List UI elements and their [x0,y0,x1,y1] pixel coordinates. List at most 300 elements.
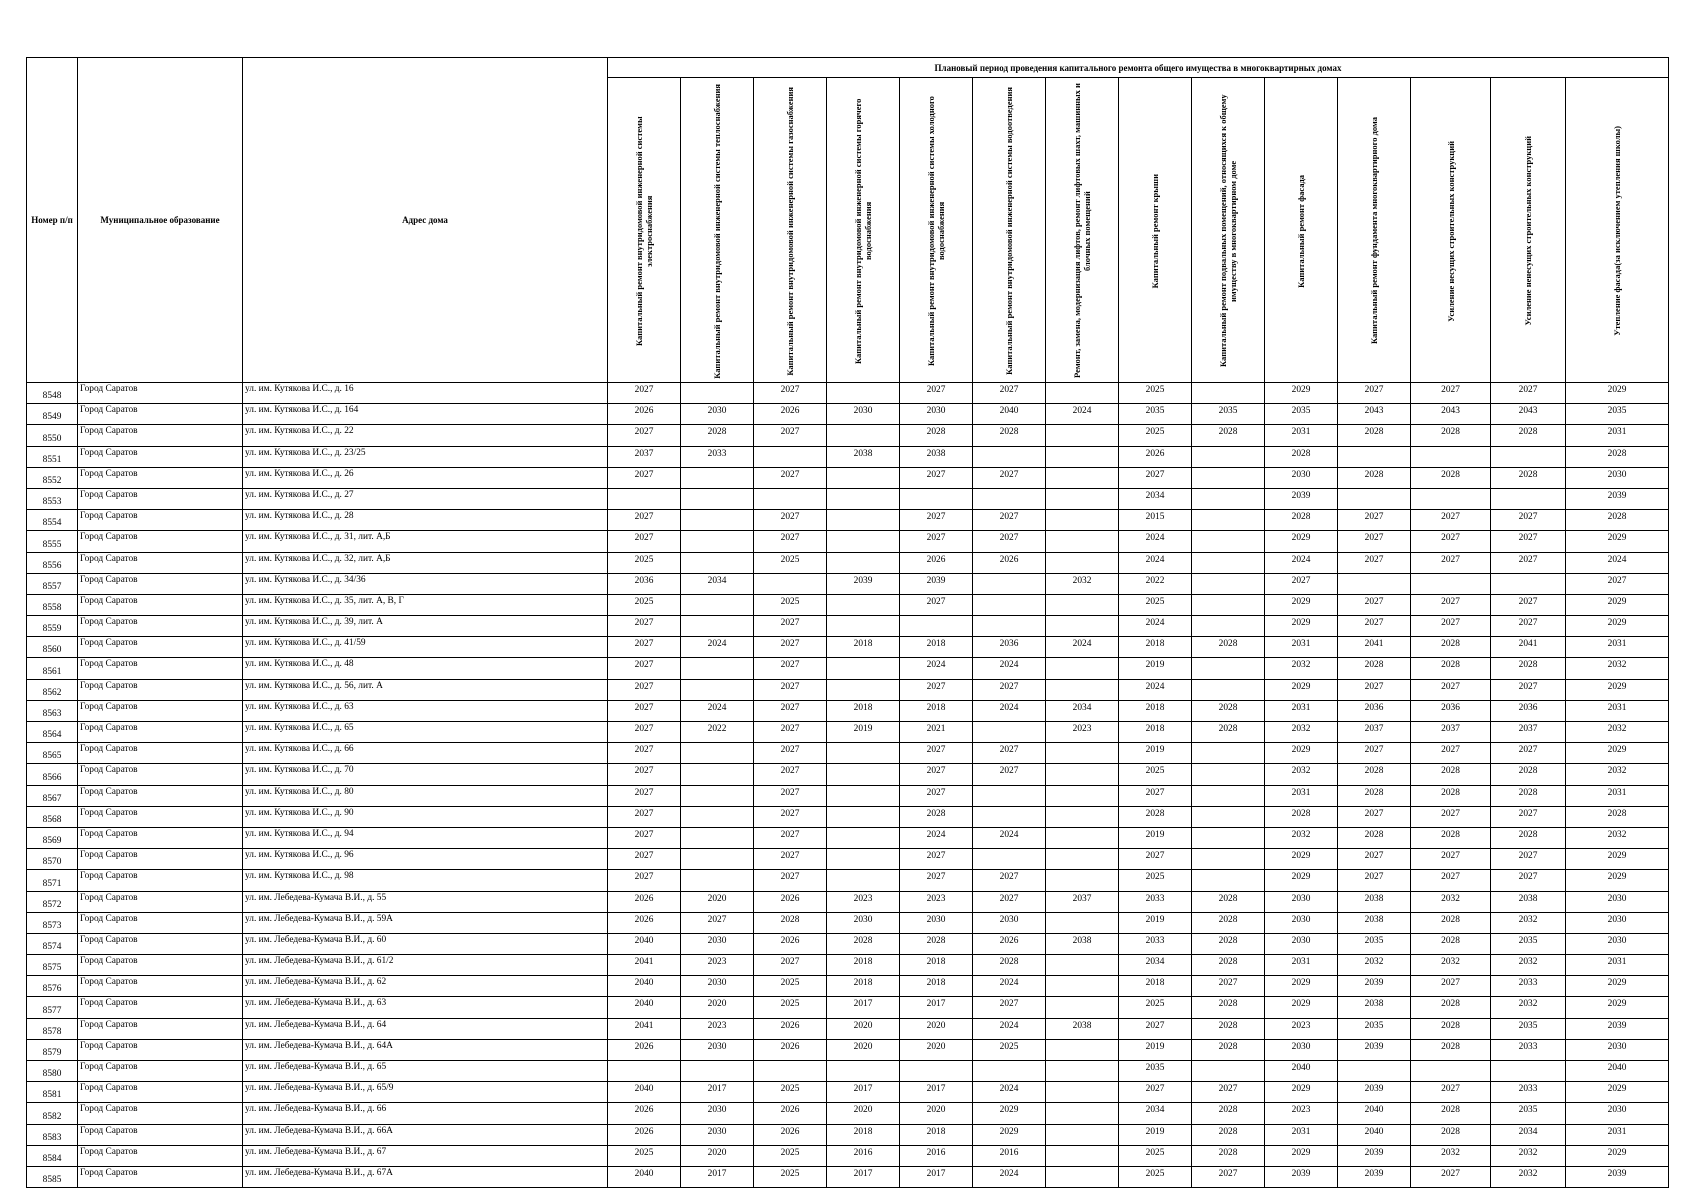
table-row [27,594,1669,615]
year-cell: 2027 [900,743,973,764]
column-header-label: Капитальный ремонт внутридомовой инженерной системы горячего водоснабжения [853,98,873,364]
year-cell: 2029 [1265,383,1338,404]
year-cell: 2028 [1338,425,1411,446]
municipality-cell: Город Саратов [78,552,243,573]
year-cell: 2028 [1411,1039,1491,1060]
year-cell: 2036 [973,637,1046,658]
header-municipality: Муниципальное образование [78,58,243,383]
year-cell: 2025 [1119,594,1192,615]
address-cell: ул. им. Кутякова И.С., д. 35, лит. А, В, Г [243,594,608,615]
year-cell: 2027 [1192,1166,1265,1187]
year-cell: 2027 [973,679,1046,700]
column-header-11 [1338,78,1411,383]
year-cell: 2020 [900,1103,973,1124]
year-cell [681,488,754,509]
year-cell: 2025 [754,1082,827,1103]
row-number: 8560 [27,637,78,658]
year-cell: 2027 [754,658,827,679]
year-cell: 2031 [1566,637,1669,658]
year-cell [1046,1082,1119,1103]
year-cell [973,573,1046,594]
year-cell: 2027 [608,658,681,679]
address-cell: ул. им. Кутякова И.С., д. 164 [243,404,608,425]
year-cell: 2027 [1192,1082,1265,1103]
year-cell: 2038 [1338,997,1411,1018]
year-cell: 2038 [1046,1018,1119,1039]
year-cell [827,658,900,679]
year-cell: 2027 [973,997,1046,1018]
year-cell: 2027 [1338,616,1411,637]
table-row [27,743,1669,764]
municipality-cell: Город Саратов [78,446,243,467]
year-cell: 2024 [1566,552,1669,573]
column-header-label: Усиление ненесущих строительных конструкций [1523,136,1533,326]
year-cell [827,764,900,785]
year-cell: 2028 [1411,912,1491,933]
row-number: 8581 [27,1082,78,1103]
year-cell: 2030 [681,1103,754,1124]
year-cell: 2032 [1491,912,1566,933]
year-cell: 2029 [1265,743,1338,764]
year-cell: 2027 [754,616,827,637]
column-header-label: Ремонт, замена, модернизация лифтов, ремонт лифтовых шахт, машинных и блочных помещений [1072,83,1092,379]
year-cell: 2027 [900,849,973,870]
year-cell: 2027 [754,849,827,870]
year-cell: 2040 [608,1166,681,1187]
year-cell: 2030 [681,976,754,997]
year-cell: 2034 [1119,1103,1192,1124]
column-header-4 [827,78,900,383]
year-cell [1046,658,1119,679]
municipality-cell: Город Саратов [78,806,243,827]
year-cell: 2027 [1338,806,1411,827]
year-cell: 2034 [1119,488,1192,509]
year-cell: 2028 [1338,785,1411,806]
year-cell: 2032 [1566,722,1669,743]
year-cell: 2028 [1411,425,1491,446]
year-cell: 2027 [608,700,681,721]
year-cell [1046,488,1119,509]
year-cell: 2023 [681,955,754,976]
year-cell: 2027 [900,785,973,806]
row-number: 8566 [27,764,78,785]
year-cell: 2018 [1119,700,1192,721]
year-cell: 2038 [1491,891,1566,912]
year-cell [1491,1061,1566,1082]
year-cell [900,616,973,637]
year-cell [1192,827,1265,848]
year-cell: 2030 [1265,891,1338,912]
municipality-cell: Город Саратов [78,1018,243,1039]
year-cell [1491,488,1566,509]
year-cell: 2020 [827,1103,900,1124]
year-cell: 2030 [1265,467,1338,488]
year-cell [973,594,1046,615]
year-cell: 2024 [973,827,1046,848]
year-cell: 2031 [1566,785,1669,806]
year-cell: 2029 [1265,849,1338,870]
year-cell: 2027 [1491,616,1566,637]
year-cell: 2026 [754,404,827,425]
year-cell [1046,1103,1119,1124]
year-cell: 2027 [754,743,827,764]
year-cell: 2028 [1491,425,1566,446]
row-number: 8550 [27,425,78,446]
year-cell: 2019 [1119,1039,1192,1060]
address-cell: ул. им. Кутякова И.С., д. 32, лит. А,Б [243,552,608,573]
year-cell: 2027 [973,764,1046,785]
year-cell: 2024 [681,637,754,658]
row-number: 8555 [27,531,78,552]
year-cell: 2028 [1192,1018,1265,1039]
year-cell: 2029 [1566,679,1669,700]
year-cell: 2040 [973,404,1046,425]
municipality-cell: Город Саратов [78,827,243,848]
year-cell [1046,1145,1119,1166]
year-cell [1192,616,1265,637]
year-cell: 2018 [827,637,900,658]
year-cell: 2027 [608,849,681,870]
table-row [27,637,1669,658]
year-cell: 2027 [1265,573,1338,594]
year-cell [1411,488,1491,509]
year-cell: 2018 [827,955,900,976]
year-cell: 2027 [1119,1082,1192,1103]
table-row [27,722,1669,743]
year-cell: 2032 [1491,997,1566,1018]
year-cell [1192,552,1265,573]
year-cell [827,849,900,870]
year-cell: 2027 [900,679,973,700]
year-cell: 2033 [1491,1039,1566,1060]
year-cell [973,806,1046,827]
year-cell: 2029 [1566,594,1669,615]
row-number: 8579 [27,1039,78,1060]
year-cell: 2029 [1566,383,1669,404]
year-cell: 2025 [1119,425,1192,446]
year-cell: 2025 [1119,1145,1192,1166]
year-cell: 2029 [1265,976,1338,997]
table-row [27,700,1669,721]
year-cell: 2027 [900,510,973,531]
year-cell: 2027 [681,912,754,933]
year-cell: 2025 [754,1145,827,1166]
year-cell: 2029 [1265,1145,1338,1166]
year-cell: 2028 [1491,467,1566,488]
year-cell: 2028 [1192,722,1265,743]
year-cell [1192,594,1265,615]
year-cell: 2031 [1265,955,1338,976]
year-cell: 2043 [1491,404,1566,425]
year-cell [1192,531,1265,552]
address-cell: ул. им. Лебедева-Кумача В.И., д. 55 [243,891,608,912]
year-cell: 2027 [608,764,681,785]
year-cell: 2037 [1046,891,1119,912]
year-cell: 2035 [1491,1018,1566,1039]
year-cell [1046,849,1119,870]
year-cell: 2027 [1119,785,1192,806]
year-cell: 2027 [1411,594,1491,615]
municipality-cell: Город Саратов [78,743,243,764]
year-cell: 2027 [754,870,827,891]
year-cell: 2028 [1491,658,1566,679]
address-cell: ул. им. Кутякова И.С., д. 70 [243,764,608,785]
year-cell: 2017 [827,997,900,1018]
year-cell [681,849,754,870]
table-row [27,1124,1669,1145]
year-cell: 2024 [900,827,973,848]
year-cell: 2027 [1411,976,1491,997]
year-cell: 2030 [1566,912,1669,933]
year-cell: 2020 [681,891,754,912]
year-cell: 2029 [1265,870,1338,891]
municipality-cell: Город Саратов [78,637,243,658]
row-number: 8569 [27,827,78,848]
year-cell [1192,658,1265,679]
year-cell: 2026 [754,1039,827,1060]
year-cell [608,488,681,509]
year-cell [1192,806,1265,827]
year-cell: 2025 [1119,383,1192,404]
year-cell: 2018 [900,700,973,721]
year-cell: 2024 [973,1018,1046,1039]
year-cell: 2023 [1046,722,1119,743]
year-cell: 2027 [608,870,681,891]
year-cell: 2030 [681,1124,754,1145]
year-cell: 2026 [754,933,827,954]
table-row [27,510,1669,531]
year-cell: 2027 [1119,467,1192,488]
year-cell: 2020 [827,1018,900,1039]
row-number: 8558 [27,594,78,615]
year-cell: 2032 [1338,955,1411,976]
year-cell: 2037 [1491,722,1566,743]
year-cell: 2024 [681,700,754,721]
year-cell [973,1061,1046,1082]
year-cell: 2025 [754,976,827,997]
year-cell: 2027 [608,616,681,637]
year-cell: 2039 [1338,1039,1411,1060]
table-row [27,383,1669,404]
column-header-label: Капитальный ремонт внутридомовой инженерной системы электроснабжения [634,116,654,346]
year-cell [1192,446,1265,467]
table-row [27,1018,1669,1039]
address-cell: ул. им. Кутякова И.С., д. 39, лит. А [243,616,608,637]
table-row [27,573,1669,594]
municipality-cell: Город Саратов [78,425,243,446]
year-cell: 2023 [827,891,900,912]
column-header-label: Капитальный ремонт внутридомовой инженерной системы теплоснабжения [712,83,722,379]
year-cell: 2027 [1411,1082,1491,1103]
column-header-label: Усиление несущих строительных конструкций [1445,140,1456,322]
year-cell [1192,488,1265,509]
table-row [27,933,1669,954]
municipality-cell: Город Саратов [78,700,243,721]
year-cell: 2025 [754,1166,827,1187]
row-number: 8551 [27,446,78,467]
year-cell: 2024 [1119,679,1192,700]
municipality-cell: Город Саратов [78,1039,243,1060]
address-cell: ул. им. Кутякова И.С., д. 26 [243,467,608,488]
year-cell: 2028 [1566,510,1669,531]
year-cell: 2027 [973,743,1046,764]
year-cell: 2043 [1338,404,1411,425]
municipality-cell: Город Саратов [78,658,243,679]
address-cell: ул. им. Кутякова И.С., д. 23/25 [243,446,608,467]
year-cell: 2040 [1338,1103,1411,1124]
table-row [27,997,1669,1018]
municipality-cell: Город Саратов [78,891,243,912]
year-cell: 2026 [608,404,681,425]
year-cell: 2027 [608,531,681,552]
year-cell: 2027 [608,510,681,531]
row-number: 8573 [27,912,78,933]
year-cell: 2026 [608,1124,681,1145]
year-cell: 2028 [1338,764,1411,785]
year-cell: 2030 [1265,1039,1338,1060]
row-number: 8572 [27,891,78,912]
year-cell: 2034 [681,573,754,594]
year-cell: 2027 [1411,531,1491,552]
year-cell: 2031 [1265,785,1338,806]
year-cell: 2027 [1338,679,1411,700]
year-cell: 2027 [1411,679,1491,700]
column-header-label: Капитальный ремонт подвальных помещений, относящихся к общему имуществу в многоквартирном доме [1218,94,1238,368]
year-cell: 2028 [1338,658,1411,679]
year-cell: 2030 [900,912,973,933]
table-row [27,467,1669,488]
year-cell: 2035 [1491,1103,1566,1124]
year-cell: 2027 [973,383,1046,404]
year-cell: 2027 [973,870,1046,891]
year-cell: 2030 [1265,912,1338,933]
year-cell [1491,573,1566,594]
year-cell: 2038 [827,446,900,467]
column-header-10 [1265,78,1338,383]
year-cell: 2017 [827,1082,900,1103]
year-cell [1192,849,1265,870]
table-row [27,1061,1669,1082]
year-cell: 2027 [1119,1018,1192,1039]
year-cell [827,785,900,806]
year-cell [1046,383,1119,404]
year-cell: 2027 [754,679,827,700]
year-cell [681,467,754,488]
year-cell: 2040 [608,976,681,997]
year-cell [827,510,900,531]
municipality-cell: Город Саратов [78,933,243,954]
year-cell: 2041 [1338,637,1411,658]
address-cell: ул. им. Кутякова И.С., д. 41/59 [243,637,608,658]
year-cell: 2030 [1566,933,1669,954]
municipality-cell: Город Саратов [78,912,243,933]
year-cell: 2037 [1411,722,1491,743]
year-cell: 2028 [1192,912,1265,933]
year-cell: 2027 [973,891,1046,912]
year-cell: 2017 [681,1082,754,1103]
year-cell: 2028 [900,933,973,954]
year-cell: 2040 [1338,1124,1411,1145]
municipality-cell: Город Саратов [78,679,243,700]
year-cell: 2028 [1192,1039,1265,1060]
row-number: 8554 [27,510,78,531]
year-cell: 2030 [681,404,754,425]
year-cell [1046,997,1119,1018]
year-cell: 2027 [1491,383,1566,404]
year-cell: 2035 [1265,404,1338,425]
row-number: 8578 [27,1018,78,1039]
year-cell: 2032 [1566,764,1669,785]
year-cell [1411,573,1491,594]
year-cell: 2028 [827,933,900,954]
year-cell: 2034 [1119,955,1192,976]
year-cell: 2020 [681,1145,754,1166]
year-cell: 2027 [1192,976,1265,997]
year-cell [1046,467,1119,488]
year-cell: 2028 [1566,806,1669,827]
year-cell [1046,446,1119,467]
year-cell: 2027 [900,594,973,615]
row-number: 8564 [27,722,78,743]
year-cell: 2027 [900,764,973,785]
year-cell: 2031 [1566,700,1669,721]
table-row [27,806,1669,827]
year-cell: 2027 [1338,510,1411,531]
year-cell: 2028 [1265,446,1338,467]
address-cell: ул. им. Кутякова И.С., д. 16 [243,383,608,404]
municipality-cell: Город Саратов [78,1103,243,1124]
year-cell: 2018 [827,700,900,721]
year-cell: 2030 [681,933,754,954]
table-row [27,616,1669,637]
year-cell [681,764,754,785]
table-row [27,446,1669,467]
year-cell: 2016 [973,1145,1046,1166]
year-cell: 2036 [1491,700,1566,721]
year-cell [754,446,827,467]
address-cell: ул. им. Кутякова И.С., д. 48 [243,658,608,679]
table-row [27,1145,1669,1166]
table-row [27,849,1669,870]
year-cell: 2030 [973,912,1046,933]
year-cell: 2039 [1566,1166,1669,1187]
column-header-label: Капитальный ремонт крыши [1150,173,1160,289]
year-cell: 2029 [1566,531,1669,552]
year-cell: 2018 [900,976,973,997]
year-cell [681,658,754,679]
year-cell: 2027 [1566,573,1669,594]
table-row [27,531,1669,552]
year-cell [973,616,1046,637]
year-cell: 2027 [754,531,827,552]
year-cell [827,552,900,573]
year-cell: 2030 [681,1039,754,1060]
year-cell: 2027 [973,510,1046,531]
column-header-label: Капитальный ремонт внутридомовой инженерной системы водоотведения [1004,87,1014,375]
year-cell: 2020 [681,997,754,1018]
year-cell [1046,616,1119,637]
year-cell: 2027 [1491,510,1566,531]
year-cell: 2026 [900,552,973,573]
year-cell: 2026 [608,891,681,912]
municipality-cell: Город Саратов [78,849,243,870]
year-cell: 2029 [1566,1145,1669,1166]
year-cell: 2028 [1491,764,1566,785]
row-number: 8553 [27,488,78,509]
year-cell: 2029 [1566,976,1669,997]
year-cell: 2028 [1192,955,1265,976]
row-number: 8585 [27,1166,78,1187]
